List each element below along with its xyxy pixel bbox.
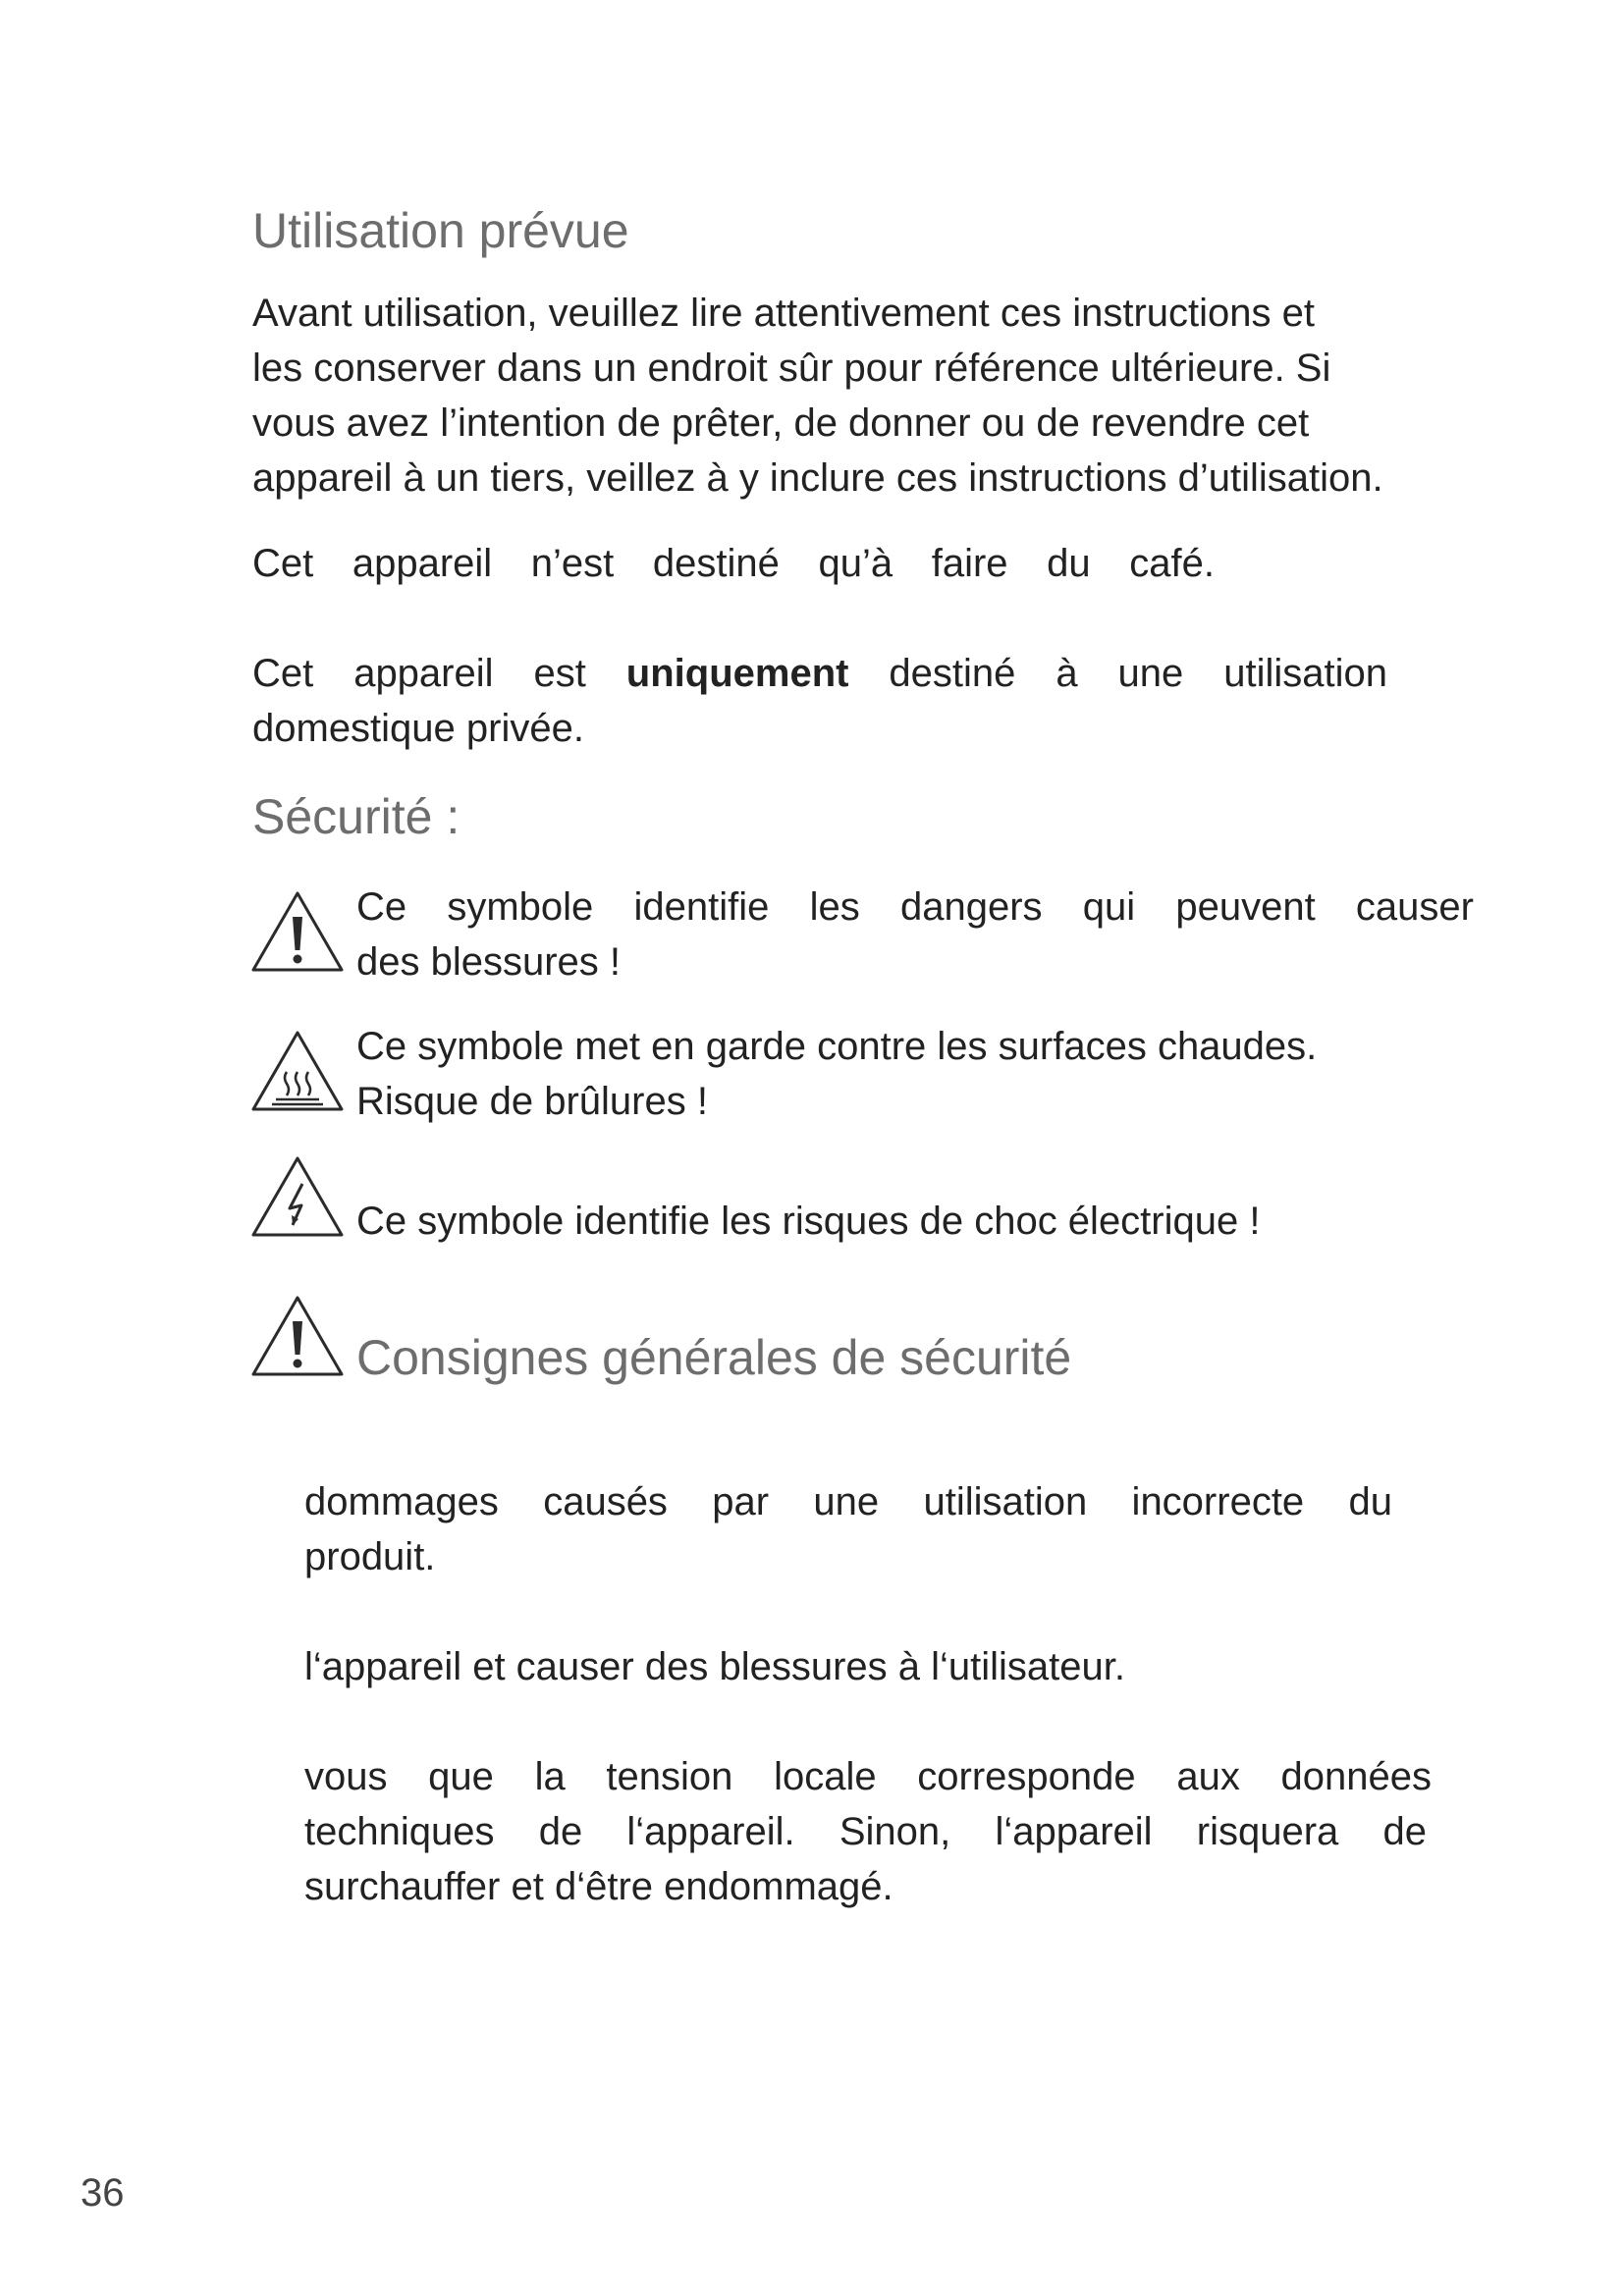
domestic-use-after: destiné à une utilisation	[889, 652, 1387, 695]
warning-exclamation-icon	[250, 889, 345, 974]
domestic-use-line-2: domestique privée.	[252, 707, 584, 750]
domestic-use-bold: uniquement	[625, 652, 849, 695]
symbol-danger-line-1: Ce symbole identifie les dangers qui peuvent causer	[356, 885, 1474, 929]
hot-surface-icon	[250, 1029, 345, 1113]
symbol-hot-line-1: Ce symbole met en garde contre les surfaces chaudes.	[356, 1025, 1318, 1068]
general-item-2-line-1: l‘appareil et causer des blessures à l‘utilisateur.	[304, 1645, 1125, 1688]
symbol-hot-line-2: Risque de brûlures !	[356, 1080, 708, 1123]
heading-general-safety: Consignes générales de sécurité	[356, 1330, 1072, 1385]
intended-use-line-1: Avant utilisation, veuillez lire attentivement ces instructions et	[252, 292, 1316, 335]
electric-shock-icon	[250, 1154, 345, 1239]
domestic-use-line-1	[252, 646, 1387, 701]
intended-use-line-3: vous avez l’intention de prêter, de donner ou de revendre cet	[252, 401, 1310, 445]
general-warning-icon	[250, 1294, 345, 1378]
general-item-3-line-2: techniques de l‘appareil. Sinon, l‘appareil risquera de	[304, 1810, 1427, 1853]
symbol-danger-line-2: des blessures !	[356, 940, 622, 984]
coffee-only-text: Cet appareil n’est destiné qu’à faire du café.	[252, 542, 1215, 585]
domestic-use-before: Cet appareil est	[252, 652, 586, 695]
symbol-electric-line-1: Ce symbole identifie les risques de choc électrique !	[356, 1200, 1261, 1243]
heading-safety: Sécurité :	[252, 789, 460, 844]
general-item-1-line-1: dommages causés par une utilisation incorrecte du	[304, 1480, 1392, 1523]
heading-intended-use: Utilisation prévue	[252, 203, 629, 258]
intended-use-line-2: les conserver dans un endroit sûr pour référence ultérieure. Si	[252, 347, 1331, 390]
intended-use-line-4: appareil à un tiers, veillez à y inclure ces instructions d’utilisation.	[252, 456, 1383, 500]
general-item-1-line-2: produit.	[304, 1535, 436, 1578]
general-item-3-line-3: surchauffer et d‘être endommagé.	[304, 1865, 893, 1908]
general-item-3-line-1: vous que la tension locale corresponde aux données	[304, 1755, 1432, 1798]
page-number: 36	[81, 2171, 125, 2215]
